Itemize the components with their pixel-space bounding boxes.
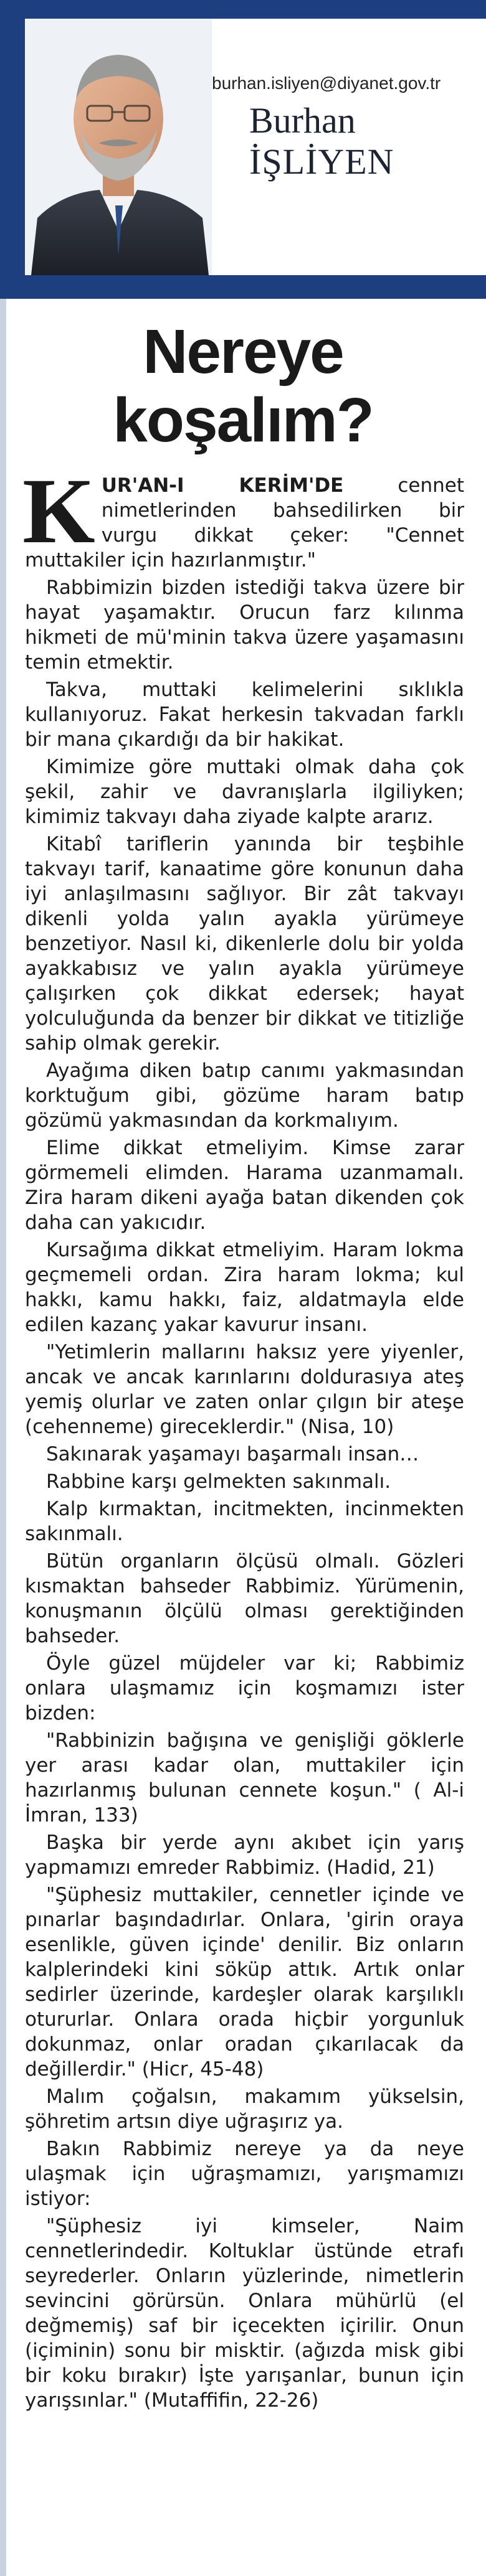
- article-title: [0, 317, 486, 454]
- paragraph: Kalp kırmaktan, incitmekten, incinmekten sakınmalı.: [25, 1498, 464, 1545]
- paragraph: Rabbine karşı gelmekten sakınmalı.: [46, 1470, 391, 1493]
- lead-word: UR'AN-I KERİM'DE: [101, 474, 344, 497]
- left-margin-rule: [0, 299, 6, 2576]
- quote-paragraph: "Rabbinizin bağışına ve genişliği göklerle yer arası kadar olan, muttakiler için hazırlanmış bulunan cennete koşun." ( Al-i İmran, 133): [25, 1729, 464, 1826]
- lead-text: cennet nimetlerinden bahsedilirken bir vurgu dikkat çeker: "Cennet muttakiler için hazırlanmıştır.": [25, 474, 464, 571]
- article-body: [22, 459, 464, 2415]
- drop-cap: K: [22, 459, 95, 563]
- paragraph: Öyle güzel müjdeler var ki; Rabbimiz onlara ulaşmamız için koşmamızı ister bizden:: [25, 1652, 464, 1724]
- paragraph: Elime dikkat etmeliyim. Kimse zarar görmemeli elimden. Harama uzanmamalı. Zira haram dikeni ayağa batan dikenden çok daha can yakıcıdır.: [25, 1137, 464, 1234]
- paragraph: Sakınarak yaşamayı başarmalı insan…: [46, 1443, 419, 1465]
- paragraph: Kimimize göre muttaki olmak daha çok şekil, zahir ve davranışlarla ilgiliyken; kimimiz takvayı daha ziyade kalpte ararız.: [25, 756, 464, 828]
- paragraph: Kursağıma dikkat etmeliyim. Haram lokma geçmemeli ordan. Zira haram lokma; kul hakkı, kamu hakkı, faiz, aldatmayla elde edilen kazanç yakar kavurur insanı.: [25, 1239, 464, 1336]
- paragraph: Ayağıma diken batıp canımı yakmasından korktuğum gibi, gözüme haram batıp gözümü yakmasından da korkmalıyım.: [25, 1060, 464, 1132]
- header-bottom-band: [0, 275, 486, 299]
- quote-paragraph: "Yetimlerin mallarını haksız yere yiyenler, ancak ve ancak karınlarını doldurasıya ateş yemiş olurlar ve zaten onlar çılgın bir ateşe (cehenneme) gireceklerdir." (Nisa, 10): [25, 1341, 464, 1438]
- quote-paragraph: "Şüphesiz muttakiler, cennetler içinde ve pınarlar başındadırlar. Onlara, 'girin oraya esenlikle, güven içinde' denilir. Biz onların kalplerindeki kini söküp attık. Artık onlar sedirler üzerinde, kardeşler olarak karşılıklı otururlar. Onlara orada hiçbir yorgunluk dokunmaz, onlar oradan çıkarılacak da değillerdir." (Hicr, 45-48): [25, 1884, 464, 2080]
- title-line-2: koşalım?: [113, 385, 373, 455]
- header-top-band: [0, 0, 486, 19]
- author-last-name: İŞLİYEN: [249, 141, 394, 182]
- column-header: [0, 0, 486, 299]
- author-first-name: Burhan: [249, 100, 356, 141]
- title-line-1: Nereye: [143, 317, 343, 387]
- author-photo: [25, 19, 212, 275]
- paragraph: Bütün organların ölçüsü olmalı. Gözleri kısmaktan bahseder Rabbimiz. Yürümenin, konuşmanın ölçülü olması gerektiğinden bahseder.: [25, 1550, 464, 1647]
- author-email: burhan.isliyen@diyanet.gov.tr: [212, 73, 441, 93]
- paragraph: Başka bir yerde aynı akıbet için yarış yapmamızı emreder Rabbimiz. (Hadid, 21): [25, 1831, 464, 1879]
- paragraph: Takva, muttaki kelimelerini sıklıkla kullanıyoruz. Fakat herkesin takvadan farklı bir mana çıkardığı da bir hakikat.: [25, 679, 464, 751]
- paragraph: Bakın Rabbimiz nereye ya da neye ulaşmak için uğraşmamızı, yarışmamızı istiyor:: [25, 2138, 464, 2210]
- lead-paragraph: [22, 459, 464, 573]
- paragraph: Kitabî tariflerin yanında bir teşbihle takvayı tarif, kanaatime göre konunun daha iyi anlaşılmasını sağlıyor. Bir zât takvayı dikenli yolda yalın ayakla yürümeye benzetiyor. Nasıl ki, dikenlerle dolu bir yolda ayakkabısız ve yalın ayakla yürümeye çalışırken çok dikkat edersek; hayat yolculuğunda da benzer bir dikkat ve titizliğe sahip olmak gerekir.: [25, 833, 464, 1055]
- paragraph: Rabbimizin bizden istediği takva üzere bir hayat yaşamaktır. Orucun farz kılınma hikmeti de mü'minin takva üzere yaşamasını temin etmektir.: [25, 576, 464, 674]
- quote-paragraph: "Şüphesiz iyi kimseler, Naim cennetlerindedir. Koltuklar üstünde etrafı seyrederler. Onların yüzlerinde, nimetlerin sevincini görürsün. Onlara mühürlü (el değmemiş) saf bir içecekten içirilir. Onun (içiminin) sonu bir misktir. (ağızda misk gibi bir koku bırakır) İşte yarışanlar, bunun için yarışsınlar." (Mutaffifin, 22-26): [25, 2215, 464, 2412]
- paragraph: Malım çoğalsın, makamım yükselsin, şöhretim artsın diye uğraşırız ya.: [25, 2085, 464, 2133]
